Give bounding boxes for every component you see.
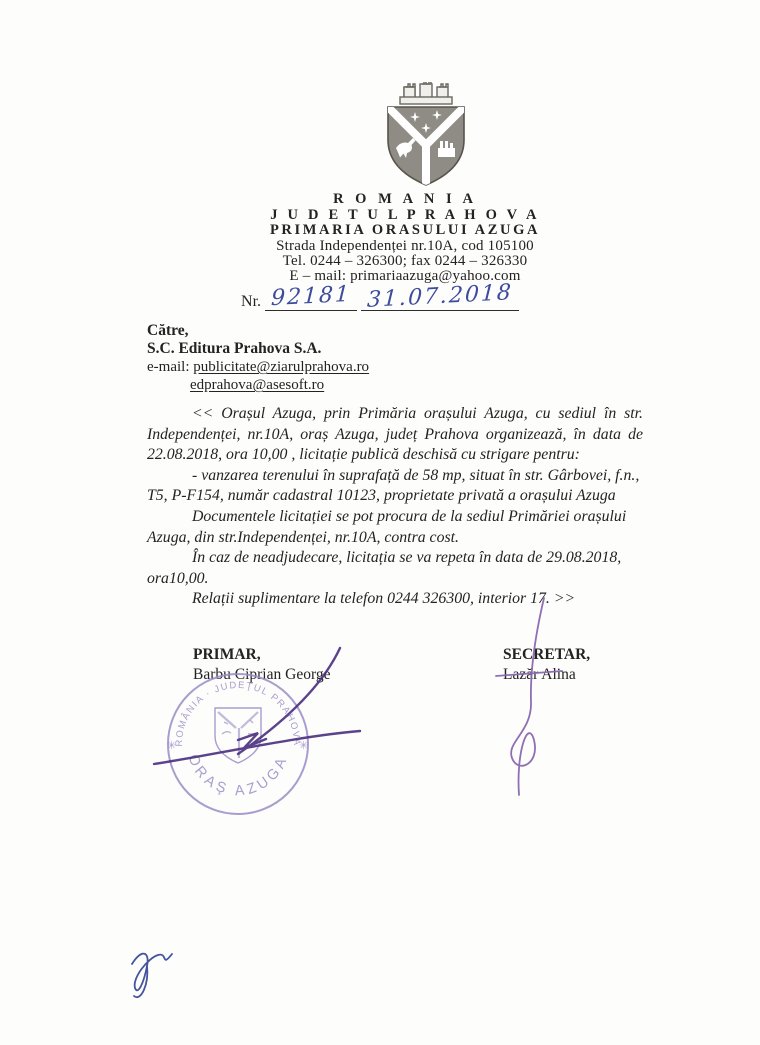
secretary-name: Lazăr Alina [503,666,576,683]
registration-line [0,280,760,313]
secretary-title: SECRETAR, [503,646,591,663]
azuga-coat-of-arms-icon [382,82,470,188]
body-paragraph: Documentele licitației se pot procura de la sediul Primăriei orașului Azuga, din str.Independenței, nr.10A, contra cost. [147,507,627,546]
header-phone: Tel. 0244 – 326300; fax 0244 – 326330 [282,252,528,269]
registration-number-value: 92181 [270,281,352,312]
registration-number-label: Nr. [241,293,262,310]
recipient-name: S.C. Editura Prahova S.A. [147,340,322,357]
mayor-name: Barbu Ciprian George [193,666,331,683]
body-paragraph: << Orașul Azuga, prin Primăria orașului Azuga, cu sediul în str. Independenței, nr.10A, oraș Azuga, județ Prahova organizează, în data de 22.08.2018, ora 10,00 , licitație publică deschisă cu strigare pentru: [147,405,643,464]
recipient-email-1: publicitate@ziarulprahova.ro [193,359,370,375]
registration-number-field [265,281,357,312]
stamp-bottom-text: ORAŞ AZUGA [184,752,292,800]
body-paragraph: Relații suplimentare la telefon 0244 326300, interior 17. >> [192,590,576,608]
header-county: J U D E T U L P R A H O V A [270,206,540,223]
mayor-signature [138,616,388,796]
letter-body [147,404,643,610]
header-institution: PRIMARIA ORASULUI AZUGA [269,222,541,238]
letterhead [90,192,720,285]
header-email: E – mail: primariaazuga@yahoo.com [289,268,521,285]
registration-date-value: 31.07.2018 [366,280,514,313]
body-paragraph: În caz de neadjudecare, licitația se va repeta în data de 29.08.2018, ora10,00. [147,549,622,587]
paraph-mark [116,934,206,1014]
body-paragraph: - vanzarea terenului în suprafață de 58 mp, situat în str. Gârbovei, f.n., T5, P-F154, număr cadastral 10123, proprietate privată a orașului Azuga [147,466,640,505]
secretary-signature [488,590,591,805]
mayor-title: PRIMAR, [193,646,261,663]
stamp-right-star: ✳ [299,740,309,752]
recipient-email-2: edprahova@asesoft.ro [190,377,325,393]
stamp-left-star: ✳ [167,740,177,752]
registration-date-field [361,280,519,313]
header-country: R O M A N I A [333,191,477,207]
header-address: Strada Independenței nr.10A, cod 105100 [276,237,534,254]
recipient-email-label: e-mail: [147,359,190,375]
stamp-top-text: ROMÂNIA · JUDEŢUL PRAHOVA [173,679,303,747]
recipient-salutation: Către, [147,322,189,339]
recipient-block [147,322,567,394]
